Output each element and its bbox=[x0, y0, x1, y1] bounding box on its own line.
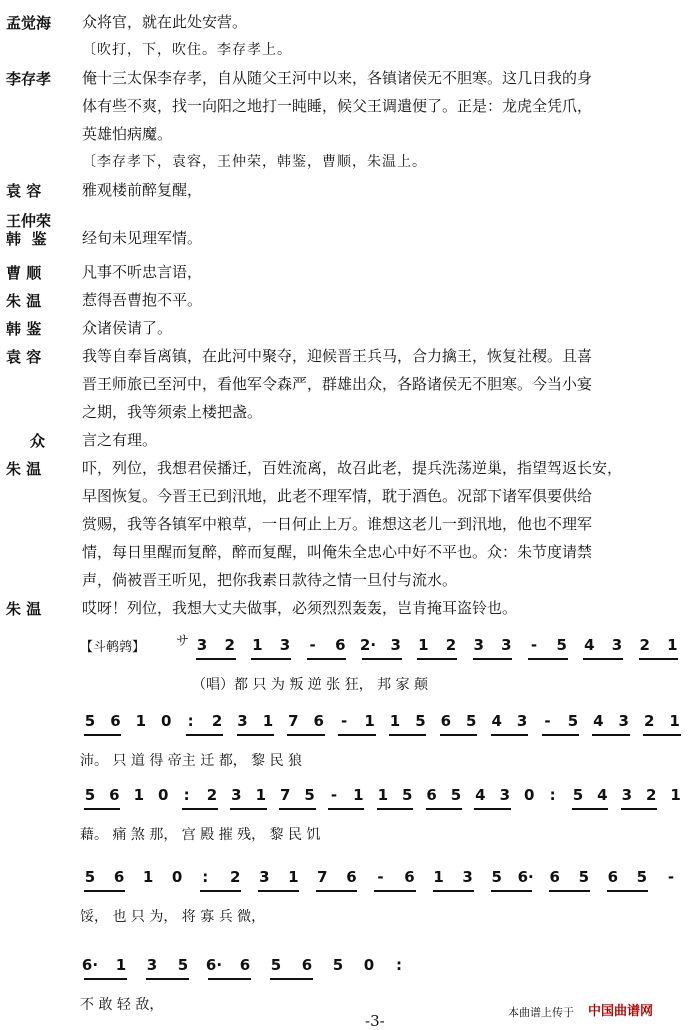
beam-line bbox=[196, 658, 236, 660]
beam-line bbox=[473, 658, 513, 660]
jianpu-note: 1 bbox=[133, 786, 145, 804]
dialogue-text: 众诸侯请了。 bbox=[82, 319, 173, 337]
dialogue-text: 〔李存孝下，袁容，王仲荣，韩鉴，曹顺，朱温上。 bbox=[82, 154, 427, 170]
jianpu-note: 3 bbox=[237, 712, 248, 730]
dialogue-text: 凡事不听忠言语， bbox=[82, 263, 203, 281]
jianpu-note: 6 bbox=[239, 956, 251, 974]
beam-line bbox=[307, 658, 347, 660]
jianpu-note: 4 bbox=[491, 712, 502, 730]
beam-line bbox=[389, 734, 426, 736]
lyric-line: 馁， 也 只 为， 将 寡 兵 微， bbox=[80, 909, 266, 925]
dialogue-text: 俺十三太保李存孝，自从随父王河中以来，各镇诸侯无不胆寒。这几日我的身 体有些不爽，找一向阳之地打一盹睡，候父王调遣便了。正是：龙虎全凭爪， 英雄怕病魔。 bbox=[82, 69, 593, 143]
speaker-name: 韩 鉴 bbox=[6, 320, 42, 338]
jianpu-note: 3 bbox=[390, 636, 401, 654]
beam-line bbox=[417, 658, 457, 660]
repeat-bar: : bbox=[187, 712, 194, 730]
beam-line bbox=[362, 658, 402, 660]
speaker-name: 孟觉海 bbox=[6, 14, 52, 32]
speaker-name: 朱 温 bbox=[6, 600, 42, 618]
jianpu-note: 0 bbox=[363, 956, 375, 974]
dialogue-text: 言之有理。 bbox=[82, 431, 158, 449]
jianpu-note: 6 bbox=[113, 868, 125, 886]
jianpu-note: 4 bbox=[597, 786, 608, 804]
jianpu-note: 5 bbox=[84, 786, 96, 804]
beam-line bbox=[528, 658, 568, 660]
beam-line bbox=[592, 734, 629, 736]
jianpu-note: 5 bbox=[572, 786, 584, 804]
jianpu-note: 5 bbox=[466, 712, 477, 730]
speaker-name: 朱 温 bbox=[6, 292, 42, 310]
dialogue-text: 雅观楼前醉复醒， bbox=[82, 181, 203, 199]
beam-line bbox=[316, 890, 357, 892]
beam-line bbox=[474, 808, 510, 810]
jianpu-note: 5 bbox=[556, 636, 567, 654]
beam-line bbox=[186, 734, 223, 736]
jianpu-note: 5 bbox=[636, 868, 648, 886]
jianpu-note: 3 bbox=[618, 712, 629, 730]
jianpu-note: 3 bbox=[516, 712, 528, 730]
jianpu-note: 4 bbox=[593, 712, 604, 730]
jianpu-note: 0 bbox=[171, 868, 183, 886]
repeat-bar: : bbox=[549, 786, 556, 804]
jianpu-note: - bbox=[667, 868, 675, 886]
beam-line bbox=[84, 808, 120, 810]
jianpu-note: 6 bbox=[109, 786, 120, 804]
repeat-bar: : bbox=[396, 956, 402, 974]
beam-line bbox=[377, 808, 413, 810]
jianpu-note: 7 bbox=[288, 712, 299, 730]
beam-line bbox=[279, 808, 315, 810]
jianpu-note: - bbox=[377, 868, 384, 886]
jianpu-note: 1 bbox=[364, 712, 375, 730]
jianpu-note: 0 bbox=[161, 712, 172, 730]
jianpu-note: 5 bbox=[270, 956, 282, 974]
beam-line bbox=[84, 734, 121, 736]
lyric-line: 藉。 痛 煞 那， 宫 殿 摧 残， 黎 民 饥 bbox=[80, 827, 321, 843]
jianpu-note: 5 bbox=[567, 712, 579, 730]
speaker-name: 众 bbox=[30, 432, 46, 450]
jianpu-note: 6 bbox=[346, 868, 357, 886]
source-note: 本曲谱上传于 bbox=[508, 1006, 574, 1019]
jianpu-note: 1 bbox=[389, 712, 401, 730]
jianpu-note: 1 bbox=[142, 868, 154, 886]
beam-line bbox=[270, 978, 313, 980]
beam-line bbox=[287, 734, 324, 736]
repeat-bar: : bbox=[183, 786, 190, 804]
jianpu-note: 6 bbox=[335, 636, 346, 654]
jianpu-note: 3 bbox=[462, 868, 473, 886]
jianpu-note: 2 bbox=[206, 786, 218, 804]
jianpu-note: 6 bbox=[110, 712, 121, 730]
jianpu-note: 5 bbox=[401, 786, 413, 804]
beam-line bbox=[583, 658, 623, 660]
beam-line bbox=[230, 808, 266, 810]
jianpu-note: 6· bbox=[517, 868, 534, 886]
jianpu-note: - bbox=[544, 712, 551, 730]
speaker-name: 曹 顺 bbox=[6, 264, 42, 282]
jianpu-note: 3 bbox=[611, 636, 623, 654]
jianpu-note: 5 bbox=[84, 712, 96, 730]
beam-line bbox=[549, 890, 590, 892]
dialogue-text: 吓，列位，我想君侯播迁，百姓流离，故召此老，提兵洗荡逆巢，指望驾返长安， 早图恢复。今晋王已到汛地，此老不理军情，耽于酒色。况部下诸军俱要供给 赏赐，我等各镇军中粮草，一日何止上万。谁想这老儿一到汛地，他也不理军 情，每日里醒而复醉，醉而复醒，叫俺朱全忠心中好不平也。众：朱节度请禁 声，倘被晋王听见，把你我素日款待之情一旦付与流水。 bbox=[82, 459, 623, 589]
beam-line bbox=[607, 890, 648, 892]
jianpu-note: 5 bbox=[491, 868, 502, 886]
jianpu-note: 4 bbox=[584, 636, 595, 654]
jianpu-note: - bbox=[530, 636, 538, 654]
lyric-line: 不 敢 轻 敌， bbox=[80, 997, 164, 1013]
beam-line bbox=[374, 890, 415, 892]
jianpu-note: 1 bbox=[670, 786, 681, 804]
jianpu-note: 1 bbox=[115, 956, 127, 974]
jianpu-note: 0 bbox=[523, 786, 535, 804]
beam-line bbox=[639, 658, 679, 660]
jianpu-note: 2· bbox=[359, 636, 377, 654]
jianpu-note: - bbox=[341, 712, 348, 730]
beam-line bbox=[542, 734, 579, 736]
jianpu-note: 6 bbox=[440, 712, 452, 730]
beam-line bbox=[491, 734, 528, 736]
repeat-bar: : bbox=[202, 868, 209, 886]
site-logo: 中国曲谱网 bbox=[588, 1004, 654, 1019]
jianpu-note: 5 bbox=[304, 786, 315, 804]
jianpu-note: 5 bbox=[450, 786, 462, 804]
jianpu-note: 5 bbox=[578, 868, 590, 886]
beam-line bbox=[426, 808, 462, 810]
jianpu-note: - bbox=[309, 636, 316, 654]
jianpu-note: 1 bbox=[377, 786, 389, 804]
beam-line bbox=[182, 808, 218, 810]
jianpu-note: 6· bbox=[81, 956, 99, 974]
jianpu-note: 3 bbox=[501, 636, 512, 654]
jianpu-note: 2 bbox=[230, 868, 241, 886]
beam-line bbox=[433, 890, 474, 892]
dialogue-text: 哎呀！列位，我想大丈夫做事，必须烈烈轰轰，岂肯掩耳盗铃也。 bbox=[82, 599, 518, 617]
jianpu-note: 6 bbox=[549, 868, 560, 886]
beam-line bbox=[251, 658, 291, 660]
jianpu-note: 5 bbox=[84, 868, 96, 886]
jianpu-note: 1 bbox=[353, 786, 364, 804]
dialogue-text: 惹得吾曹抱不平。 bbox=[82, 291, 203, 309]
beam-line bbox=[621, 808, 657, 810]
jianpu-note: 6· bbox=[205, 956, 223, 974]
jianpu-note: 3 bbox=[473, 636, 484, 654]
dialogue-text: 我等自奉旨离镇，在此河中聚夺，迎候晋王兵马，合力擒王，恢复社稷。且喜 晋王师旅已至河中，看他军令森严，群雄出众，各路诸侯无不胆寒。今当小宴 之期，我等须索上楼把盏。 bbox=[82, 347, 593, 421]
jianpu-note: 3 bbox=[231, 786, 242, 804]
jianpu-note: 3 bbox=[621, 786, 633, 804]
jianpu-note: 1 bbox=[433, 868, 444, 886]
jianpu-note: 3 bbox=[259, 868, 270, 886]
jianpu-note: 6 bbox=[301, 956, 313, 974]
beam-line bbox=[84, 890, 125, 892]
jianpu-note: 7 bbox=[317, 868, 328, 886]
beam-line bbox=[440, 734, 477, 736]
jianpu-note: 1 bbox=[288, 868, 299, 886]
speaker-name: 袁 容 bbox=[6, 182, 42, 200]
beam-line bbox=[491, 890, 532, 892]
page-number: -3- bbox=[365, 1012, 385, 1030]
jianpu-note: 5 bbox=[332, 956, 344, 974]
dialogue-text: 经旬未见理军情。 bbox=[82, 229, 203, 247]
jianpu-note: 2 bbox=[639, 636, 650, 654]
jianpu-note: 4 bbox=[475, 786, 486, 804]
speaker-name: 李存孝 bbox=[6, 70, 52, 88]
jianpu-note: 1 bbox=[252, 636, 263, 654]
jianpu-note: 6 bbox=[426, 786, 437, 804]
speaker-name: 袁 容 bbox=[6, 348, 42, 366]
beam-line bbox=[643, 734, 680, 736]
jianpu-note: - bbox=[330, 786, 338, 804]
beam-line bbox=[200, 890, 241, 892]
dialogue-text: 〔吹打，下，吹住。李存孝上。 bbox=[82, 42, 292, 58]
jianpu-note: 1 bbox=[255, 786, 267, 804]
jianpu-note: 7 bbox=[279, 786, 291, 804]
speaker-name: 朱 温 bbox=[6, 460, 42, 478]
jianpu-note: 5 bbox=[415, 712, 426, 730]
beam-line bbox=[84, 978, 127, 980]
jianpu-note: 1 bbox=[262, 712, 274, 730]
beam-line bbox=[328, 808, 364, 810]
jianpu-note: 6 bbox=[404, 868, 415, 886]
jianpu-note: 2 bbox=[224, 636, 235, 654]
jianpu-note: 6 bbox=[313, 712, 324, 730]
dialogue-text: 众将官，就在此处安营。 bbox=[82, 13, 248, 31]
jianpu-note: 1 bbox=[667, 636, 678, 654]
jianpu-note: 2 bbox=[211, 712, 223, 730]
beam-line bbox=[146, 978, 189, 980]
jianpu-note: 1 bbox=[418, 636, 429, 654]
beam-line bbox=[572, 808, 608, 810]
beam-line bbox=[237, 734, 274, 736]
beam-line bbox=[338, 734, 375, 736]
beam-line bbox=[258, 890, 299, 892]
speaker-name: 王仲荣 韩 鉴 bbox=[6, 212, 52, 248]
jianpu-note: 3 bbox=[196, 636, 208, 654]
lyric-line: 沛。 只 道 得 帝主 迁 都， 黎 民 狼 bbox=[80, 753, 303, 769]
jianpu-note: 1 bbox=[135, 712, 147, 730]
tune-name: 【斗鹌鹑】 bbox=[80, 640, 146, 655]
jianpu-note: 2 bbox=[645, 786, 657, 804]
lyric-line: （唱）都 只 为 叛 逆 张 狂， 邦 家 颠 bbox=[192, 677, 429, 693]
beam-line bbox=[208, 978, 251, 980]
jianpu-note: 3 bbox=[146, 956, 158, 974]
tempo-mark: サ bbox=[176, 634, 190, 649]
jianpu-note: 2 bbox=[445, 636, 457, 654]
jianpu-note: 2 bbox=[643, 712, 655, 730]
jianpu-note: 5 bbox=[177, 956, 189, 974]
jianpu-note: 3 bbox=[279, 636, 291, 654]
jianpu-note: 6 bbox=[607, 868, 619, 886]
jianpu-note: 0 bbox=[157, 786, 169, 804]
jianpu-note: 3 bbox=[499, 786, 511, 804]
jianpu-note: 1 bbox=[669, 712, 680, 730]
